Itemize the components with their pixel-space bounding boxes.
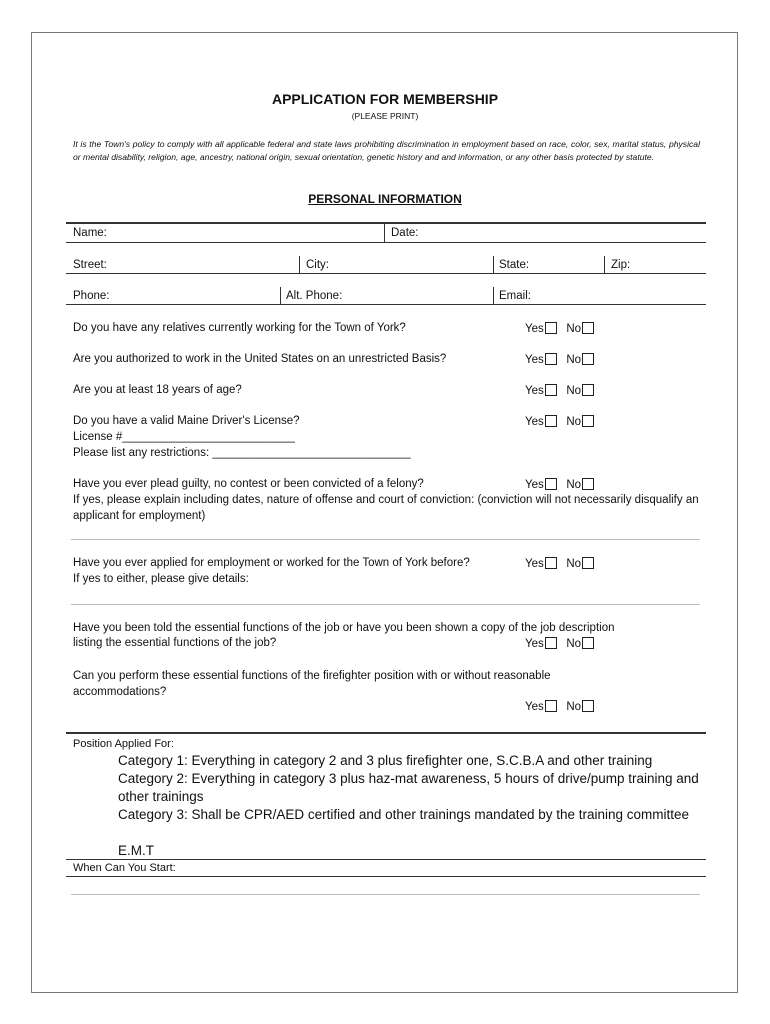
date-field[interactable]: Date:	[391, 227, 419, 239]
yes-label: Yes	[525, 354, 544, 366]
category-1[interactable]: Category 1: Everything in category 2 and 3 plus firefighter one, S.C.B.A and other training	[118, 753, 653, 768]
street-field[interactable]: Street:	[73, 259, 107, 271]
yes-no-perform-functions	[525, 700, 594, 713]
divider	[604, 256, 605, 273]
yes-no-previous-employment	[525, 557, 594, 570]
state-field[interactable]: State:	[499, 259, 530, 271]
divider	[66, 273, 706, 274]
form-subtitle: (PLEASE PRINT)	[351, 111, 419, 121]
yes-checkbox[interactable]	[545, 415, 557, 427]
question-authorized: Are you authorized to work in the United States on an unrestricted Basis?	[73, 353, 447, 365]
yes-no-felony	[525, 478, 594, 491]
no-label: No	[566, 701, 582, 713]
divider	[280, 287, 281, 304]
yes-label: Yes	[525, 701, 544, 713]
yes-label: Yes	[525, 638, 544, 650]
yes-label: Yes	[525, 385, 544, 397]
no-label: No	[566, 416, 582, 428]
yes-checkbox[interactable]	[545, 353, 557, 365]
no-checkbox[interactable]	[582, 700, 594, 712]
question-license: Do you have a valid Maine Driver's License?	[73, 415, 300, 427]
divider	[493, 256, 494, 273]
yes-checkbox[interactable]	[545, 557, 557, 569]
section-title: PERSONAL INFORMATION	[308, 192, 462, 206]
no-label: No	[566, 385, 582, 397]
yes-no-authorized	[525, 353, 594, 366]
no-label: No	[566, 479, 582, 491]
question-relatives: Do you have any relatives currently working for the Town of York?	[73, 322, 406, 334]
felony-explanation: If yes, please explain including dates, nature of offense and court of conviction: (conviction will not necessarily disqualify an applicant for employment)	[73, 494, 699, 522]
yes-no-essential-functions	[525, 637, 594, 650]
divider	[66, 859, 706, 860]
yes-checkbox[interactable]	[545, 322, 557, 334]
no-label: No	[566, 558, 582, 570]
category-emt[interactable]: E.M.T	[118, 843, 154, 858]
yes-checkbox[interactable]	[545, 700, 557, 712]
category-2[interactable]: Category 2: Everything in category 3 plus haz-mat awareness, 5 hours of drive/pump training and other trainings	[118, 771, 699, 804]
yes-no-relatives	[525, 322, 594, 335]
category-3[interactable]: Category 3: Shall be CPR/AED certified and other trainings mandated by the training committee	[118, 807, 690, 822]
question-perform-functions: Can you perform these essential functions of the firefighter position with or without reasonable accommodations?	[73, 670, 551, 698]
no-label: No	[566, 323, 582, 335]
license-number-field[interactable]: License #___________________________	[73, 431, 295, 443]
email-field[interactable]: Email:	[499, 290, 531, 302]
name-field[interactable]: Name:	[73, 227, 107, 239]
city-field[interactable]: City:	[306, 259, 329, 271]
yes-label: Yes	[525, 416, 544, 428]
question-age: Are you at least 18 years of age?	[73, 384, 242, 396]
answer-line[interactable]	[71, 539, 700, 540]
divider	[493, 287, 494, 304]
no-checkbox[interactable]	[582, 415, 594, 427]
position-label: Position Applied For:	[73, 738, 174, 750]
divider	[66, 732, 706, 734]
divider	[66, 222, 706, 224]
no-checkbox[interactable]	[582, 353, 594, 365]
previous-employment-details: If yes to either, please give details:	[73, 573, 249, 585]
yes-label: Yes	[525, 558, 544, 570]
yes-label: Yes	[525, 479, 544, 491]
policy-statement: It is the Town's policy to comply with all applicable federal and state laws prohibiting discrimination in employment based on race, color, sex, marital status, physical or mental disability, religion, age, ancestry, national origin, sexual orientation, genetic history and and information, or any other basis protected by statute.	[73, 139, 700, 162]
no-label: No	[566, 638, 582, 650]
divider	[66, 304, 706, 305]
yes-no-license	[525, 415, 594, 428]
yes-checkbox[interactable]	[545, 637, 557, 649]
question-felony: Have you ever plead guilty, no contest or been convicted of a felony?	[73, 478, 424, 490]
no-checkbox[interactable]	[582, 478, 594, 490]
question-essential-functions-line2: listing the essential functions of the job?	[73, 637, 277, 649]
yes-no-age	[525, 384, 594, 397]
question-essential-functions: Have you been told the essential functions of the job or have you been shown a copy of the job description	[73, 622, 615, 634]
no-checkbox[interactable]	[582, 322, 594, 334]
divider	[384, 224, 385, 242]
yes-label: Yes	[525, 323, 544, 335]
yes-checkbox[interactable]	[545, 384, 557, 396]
question-previous-employment: Have you ever applied for employment or worked for the Town of York before?	[73, 557, 470, 569]
answer-line[interactable]	[71, 604, 700, 605]
yes-checkbox[interactable]	[545, 478, 557, 490]
divider	[66, 876, 706, 877]
zip-field[interactable]: Zip:	[611, 259, 631, 271]
answer-line[interactable]	[71, 894, 700, 895]
divider	[299, 256, 300, 273]
no-checkbox[interactable]	[582, 637, 594, 649]
form-title: APPLICATION FOR MEMBERSHIP	[271, 91, 499, 107]
start-date-field[interactable]: When Can You Start:	[73, 862, 176, 874]
restrictions-field[interactable]: Please list any restrictions: _______________________________	[73, 447, 411, 459]
alt-phone-field[interactable]: Alt. Phone:	[286, 290, 343, 302]
divider	[66, 242, 706, 243]
no-label: No	[566, 354, 582, 366]
phone-field[interactable]: Phone:	[73, 290, 110, 302]
no-checkbox[interactable]	[582, 384, 594, 396]
no-checkbox[interactable]	[582, 557, 594, 569]
